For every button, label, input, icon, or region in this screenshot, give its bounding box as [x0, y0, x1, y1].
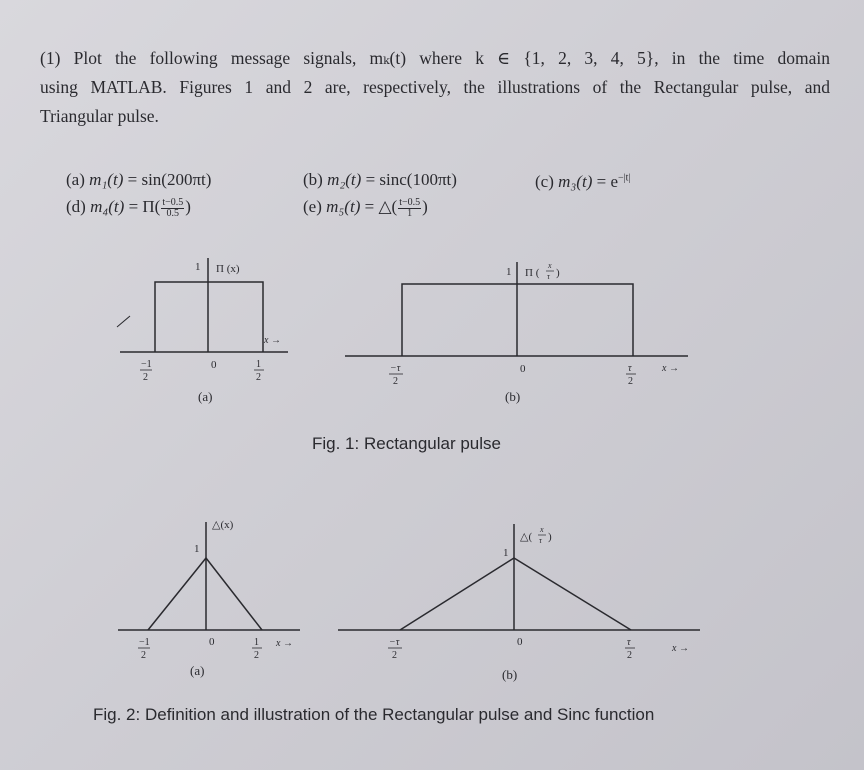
fig1a-left-num: −1 — [141, 359, 152, 370]
fig1a-stray-mark — [117, 316, 130, 327]
signal-c-lhs: m₃(t) — [558, 172, 593, 191]
signal-d-rhs: = Π( — [128, 197, 161, 216]
fig2b-func-close: ) — [548, 531, 552, 543]
fig2b-right-num: τ — [627, 637, 631, 648]
signal-d-fraction: $\frac{t-0.5}{0.5}$ — [162, 196, 184, 219]
fig2b-left-den: 2 — [392, 650, 397, 661]
fig2a-triangle-pulse — [148, 558, 262, 630]
fig1a-rect-pulse — [155, 282, 263, 352]
fig2b-func-num: x — [540, 525, 544, 534]
signal-b-rhs: = sinc(100πt) — [365, 170, 457, 189]
signal-b-label: (b) — [303, 170, 323, 189]
signal-e-rhs: = △( — [364, 197, 398, 216]
signal-c-rhs: = e — [596, 172, 618, 191]
fig1b-left-den: 2 — [393, 376, 398, 387]
problem-line-1: (1) Plot the following message signals, mₖ(t) where k ∈ {1, 2, 3, 4, 5}, in the time domain — [40, 48, 830, 68]
fig2-caption: Fig. 2: Definition and illustration of the Rectangular pulse and Sinc function — [93, 705, 655, 724]
signal-a-lhs: m₁(t) — [89, 170, 124, 189]
signal-e-fraction: $\frac{t-0.5}{1}$ — [399, 196, 421, 219]
signal-e-lhs: m₅(t) — [326, 197, 361, 216]
fig1b-func-close: ) — [556, 267, 560, 279]
fig2a-sublabel: (a) — [190, 663, 205, 678]
fig2a-height-label: 1 — [194, 543, 200, 555]
signal-e: (e) m₅(t) = △( $\frac{t-0.5}{1}$ ) — [303, 196, 428, 219]
fig2a-left-den: 2 — [141, 650, 146, 661]
fig2b-axis-label: x → — [672, 643, 689, 654]
fig2b-sublabel: (b) — [502, 667, 518, 682]
signal-c-exponent: −|t| — [618, 172, 631, 184]
fig1a-sublabel: (a) — [198, 389, 213, 404]
fig1b-height-label: 1 — [506, 266, 512, 278]
fig2a-zero: 0 — [209, 636, 215, 648]
fig1a-func-label: Π (x) — [216, 263, 240, 275]
fig1b-right-num: τ — [628, 363, 632, 374]
fig2b-zero: 0 — [517, 636, 523, 648]
fig1a-right-den: 2 — [256, 372, 261, 383]
fig1b-sublabel: (b) — [505, 389, 521, 404]
fig1a-left-den: 2 — [143, 372, 148, 383]
problem-line-3: Triangular pulse. — [40, 106, 159, 126]
signal-d: (d) m₄(t) = Π( $\frac{t-0.5}{0.5}$ ) — [66, 196, 191, 219]
fig1b-left-num: −τ — [390, 363, 401, 374]
signal-b-lhs: m₂(t) — [327, 170, 362, 189]
fig2b-height-label: 1 — [503, 547, 509, 559]
fig1b-zero: 0 — [520, 363, 526, 375]
fig2b-left-num: −τ — [389, 637, 400, 648]
fig2b-right-den: 2 — [627, 650, 632, 661]
signal-c-label: (c) — [535, 172, 554, 191]
fig1a-axis-label: x → — [264, 335, 281, 346]
fig1b-func-num: x — [548, 261, 552, 270]
fig1b-right-den: 2 — [628, 376, 633, 387]
fig1-caption: Fig. 1: Rectangular pulse — [312, 434, 501, 453]
problem-line-2: using MATLAB. Figures 1 and 2 are, respectively, the illustrations of the Rectangular pulse, and — [40, 77, 830, 97]
fig1a-zero: 0 — [211, 359, 217, 371]
fig2b-func-label: △( — [520, 531, 533, 543]
fig2b-triangle-pulse — [400, 558, 631, 630]
fig2a-axis-label: x → — [276, 638, 293, 649]
fig1a-right-num: 1 — [256, 359, 261, 370]
fig2a-left-num: −1 — [139, 637, 150, 648]
fig1a-height-label: 1 — [195, 261, 201, 273]
signal-e-label: (e) — [303, 197, 322, 216]
fig1b-func-label: Π ( — [525, 267, 540, 279]
fig2a-func-label: △(x) — [212, 519, 234, 531]
fig2a-right-num: 1 — [254, 637, 259, 648]
signal-a-rhs: = sin(200πt) — [127, 170, 212, 189]
fig2a-right-den: 2 — [254, 650, 259, 661]
fig2b-func-den: τ — [539, 536, 542, 545]
signal-d-label: (d) — [66, 197, 86, 216]
signal-a-label: (a) — [66, 170, 85, 189]
fig1b-func-den: τ — [547, 272, 550, 281]
fig1b-axis-label: x → — [662, 363, 679, 374]
signal-d-lhs: m₄(t) — [90, 197, 125, 216]
